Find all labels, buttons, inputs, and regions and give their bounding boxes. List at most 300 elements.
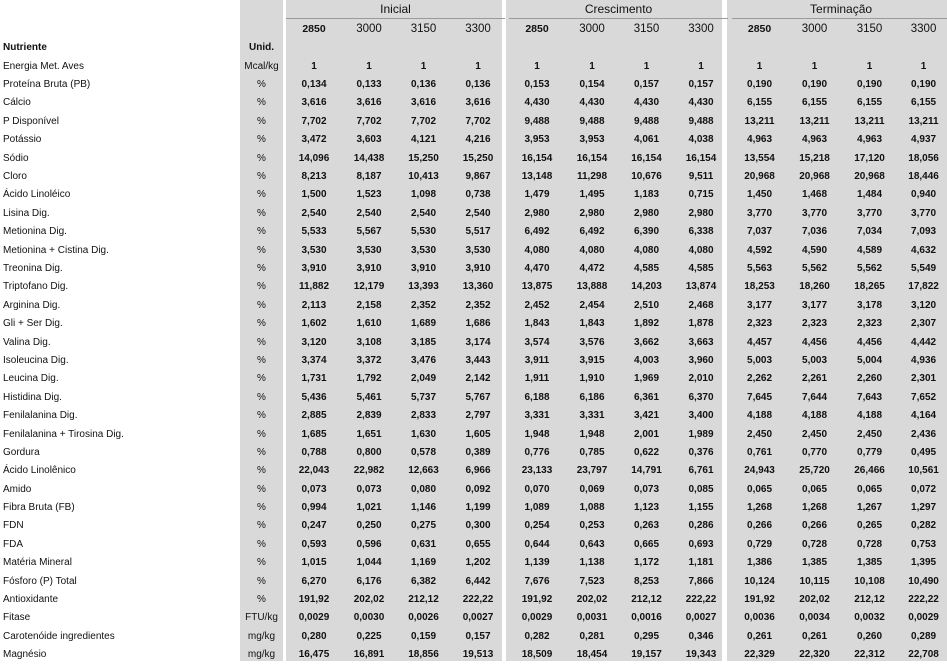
value-cell: 0,065: [747, 483, 773, 495]
value-cell: 3,603: [356, 134, 382, 146]
value-cell: 222,22: [685, 594, 717, 606]
value-cell: 16,475: [298, 649, 330, 661]
nutrient-name: P Disponível: [3, 115, 59, 127]
nutrient-name: Isoleucina Dig.: [3, 354, 69, 366]
value-cell: 23,133: [521, 465, 553, 477]
value-cell: 4,430: [524, 97, 550, 109]
value-cell: 191,92: [744, 594, 775, 606]
value-cell: 202,02: [799, 594, 830, 606]
value-cell: 1,146: [410, 502, 437, 514]
value-cell: 1,386: [747, 557, 773, 569]
value-cell: 0,070: [524, 483, 550, 495]
energy-level: 3300: [910, 22, 937, 35]
value-cell: 1,297: [911, 502, 937, 514]
value-cell: 0,729: [747, 538, 773, 550]
value-cell: 0,261: [747, 630, 773, 642]
value-cell: 18,856: [408, 649, 439, 661]
value-cell: 0,376: [688, 446, 714, 458]
table-row: [0, 296, 947, 314]
table-row: [0, 131, 947, 149]
value-cell: 0,080: [410, 483, 437, 495]
value-cell: 202,02: [353, 594, 385, 606]
value-cell: 1,892: [633, 318, 660, 330]
column-header-row: [0, 38, 947, 57]
value-cell: 1,651: [356, 428, 382, 440]
group-label-inicial: Inicial: [286, 0, 505, 19]
value-cell: 3,108: [356, 336, 382, 348]
value-cell: 7,702: [356, 115, 382, 127]
value-cell: 5,003: [747, 354, 773, 366]
value-cell: 0,254: [524, 520, 550, 532]
nutrient-unit: %: [257, 97, 266, 109]
value-cell: 1,969: [633, 373, 660, 385]
value-cell: 7,644: [802, 391, 828, 403]
value-cell: 3,663: [688, 336, 714, 348]
value-cell: 6,186: [579, 391, 605, 403]
value-cell: 6,966: [465, 465, 491, 477]
value-cell: 3,616: [465, 97, 491, 109]
value-cell: 0,134: [301, 79, 327, 91]
value-cell: 13,393: [408, 281, 439, 293]
table-row: [0, 425, 947, 443]
value-cell: 3,616: [356, 97, 382, 109]
value-cell: 2,540: [410, 207, 437, 219]
value-cell: 24,943: [744, 465, 775, 477]
value-cell: 0,265: [857, 520, 883, 532]
energy-level: 3300: [688, 22, 714, 35]
nutrient-unit: %: [257, 465, 266, 477]
nutrient-name: FDA: [3, 538, 23, 550]
value-cell: 1,202: [465, 557, 491, 569]
value-cell: 12,663: [408, 465, 439, 477]
value-cell: 11,298: [576, 171, 608, 183]
value-cell: 1,610: [356, 318, 382, 330]
value-cell: 0,0034: [799, 612, 830, 624]
value-cell: 7,702: [465, 115, 491, 127]
value-cell: 1,385: [802, 557, 828, 569]
value-cell: 1,089: [524, 502, 550, 514]
nutrient-unit: %: [257, 281, 266, 293]
value-cell: 3,476: [410, 354, 437, 366]
value-cell: 2,307: [911, 318, 937, 330]
value-cell: 15,250: [462, 152, 494, 164]
value-cell: 1,088: [579, 502, 605, 514]
value-cell: 0,133: [356, 79, 382, 91]
group-label-terminacao: Terminação: [732, 0, 947, 19]
nutrient-name: Magnésio: [3, 649, 47, 661]
value-cell: 3,400: [688, 410, 714, 422]
value-cell: 18,253: [744, 281, 775, 293]
value-cell: 0,788: [301, 446, 327, 458]
value-cell: 0,0027: [685, 612, 717, 624]
value-cell: 1: [811, 60, 818, 72]
value-cell: 0,596: [356, 538, 382, 550]
value-cell: 1,268: [802, 502, 828, 514]
value-cell: 0,260: [857, 630, 883, 642]
value-cell: 3,953: [579, 134, 605, 146]
value-cell: 26,466: [854, 465, 885, 477]
value-cell: 1,138: [579, 557, 605, 569]
table-row: [0, 75, 947, 93]
value-cell: 1: [475, 60, 481, 72]
value-cell: 1,910: [579, 373, 605, 385]
table-row: [0, 259, 947, 277]
value-cell: 0,665: [633, 538, 660, 550]
value-cell: 10,108: [854, 575, 885, 587]
value-cell: 6,155: [911, 97, 937, 109]
value-cell: 4,585: [688, 262, 714, 274]
nutrient-name: Ácido Linolênico: [3, 465, 76, 477]
value-cell: 3,443: [465, 354, 491, 366]
value-cell: 2,468: [688, 299, 714, 311]
value-cell: 4,188: [802, 410, 828, 422]
value-cell: 1,686: [465, 318, 491, 330]
value-cell: 2,158: [356, 299, 382, 311]
nutrient-unit: %: [257, 594, 266, 606]
nutrient-name: Potássio: [3, 134, 42, 146]
energy-level: 2850: [747, 22, 772, 35]
value-cell: 7,652: [911, 391, 937, 403]
nutrient-unit: %: [257, 79, 266, 91]
value-cell: 3,331: [524, 410, 550, 422]
value-cell: 0,069: [579, 483, 605, 495]
energy-level: 3300: [465, 22, 491, 35]
value-cell: 1,479: [524, 189, 550, 201]
value-cell: 1: [756, 60, 763, 72]
value-cell: 5,517: [465, 226, 491, 238]
value-cell: 6,390: [633, 226, 660, 238]
value-cell: 16,154: [685, 152, 717, 164]
value-cell: 0,190: [911, 79, 937, 91]
value-cell: 1,731: [301, 373, 327, 385]
group-header-row: [0, 0, 947, 19]
table-row: [0, 462, 947, 480]
value-cell: 14,791: [631, 465, 662, 477]
value-cell: 13,875: [521, 281, 553, 293]
value-cell: 4,061: [633, 134, 660, 146]
value-cell: 1,843: [579, 318, 605, 330]
nutrient-unit: %: [257, 428, 266, 440]
energy-level: 2850: [525, 22, 549, 35]
value-cell: 3,185: [410, 336, 437, 348]
energy-level: 3150: [410, 22, 437, 35]
value-cell: 0,190: [857, 79, 883, 91]
value-cell: 0,0036: [744, 612, 775, 624]
value-cell: 0,157: [633, 79, 660, 91]
value-cell: 0,263: [633, 520, 660, 532]
nutrient-name: Fitase: [3, 612, 31, 624]
value-cell: 0,247: [301, 520, 327, 532]
table-row: [0, 149, 947, 167]
value-cell: 18,056: [908, 152, 939, 164]
value-cell: 3,372: [356, 354, 382, 366]
value-cell: 13,211: [908, 115, 939, 127]
value-cell: 9,488: [633, 115, 660, 127]
value-cell: 0,073: [356, 483, 382, 495]
value-cell: 4,632: [911, 244, 937, 256]
value-cell: 1,155: [688, 502, 714, 514]
table-row: [0, 646, 947, 664]
value-cell: 2,323: [747, 318, 773, 330]
value-cell: 7,866: [688, 575, 714, 587]
nutrient-unit: mg/kg: [247, 630, 276, 642]
nutrient-unit: mg/kg: [247, 649, 276, 661]
value-cell: 2,001: [633, 428, 660, 440]
value-cell: 4,963: [857, 134, 883, 146]
value-cell: 222,22: [908, 594, 939, 606]
nutrient-name: Cloro: [3, 171, 27, 183]
value-cell: 1,199: [465, 502, 491, 514]
value-cell: 15,218: [799, 152, 830, 164]
nutrient-unit: %: [257, 373, 266, 385]
value-cell: 0,0029: [521, 612, 553, 624]
value-cell: 13,554: [744, 152, 775, 164]
value-cell: 19,157: [631, 649, 662, 661]
value-cell: 2,540: [301, 207, 327, 219]
value-cell: 2,980: [524, 207, 550, 219]
value-cell: 2,323: [802, 318, 828, 330]
value-cell: 20,968: [799, 171, 830, 183]
value-cell: 2,980: [688, 207, 714, 219]
energy-level: 3000: [801, 22, 828, 35]
value-cell: 4,430: [688, 97, 714, 109]
value-cell: 4,456: [857, 336, 883, 348]
value-cell: 212,12: [854, 594, 885, 606]
table-row: [0, 94, 947, 112]
value-cell: 9,488: [688, 115, 714, 127]
value-cell: 5,530: [410, 226, 437, 238]
value-cell: 5,767: [465, 391, 491, 403]
value-cell: 22,312: [854, 649, 885, 661]
value-cell: 3,331: [579, 410, 605, 422]
value-cell: 23,797: [576, 465, 608, 477]
nutrient-name: Arginina Dig.: [3, 299, 61, 311]
value-cell: 0,0030: [353, 612, 385, 624]
value-cell: 3,530: [301, 244, 327, 256]
table-row: [0, 554, 947, 572]
value-cell: 6,492: [524, 226, 550, 238]
value-cell: 3,421: [633, 410, 660, 422]
value-cell: 0,643: [579, 538, 605, 550]
value-cell: 4,592: [747, 244, 773, 256]
value-cell: 7,523: [579, 575, 605, 587]
value-cell: 14,438: [353, 152, 385, 164]
value-cell: 1: [866, 60, 873, 72]
value-cell: 3,770: [911, 207, 937, 219]
table-row: [0, 223, 947, 241]
nutrient-column-header: Nutriente: [3, 42, 47, 53]
value-cell: 0,253: [579, 520, 605, 532]
value-cell: 4,442: [911, 336, 937, 348]
table-row: [0, 167, 947, 185]
nutrient-name: Ácido Linoléico: [3, 189, 71, 201]
nutrient-name: Proteína Bruta (PB): [3, 79, 91, 91]
nutrient-name: Fenilalanina + Tirosina Dig.: [3, 428, 124, 440]
value-cell: 3,910: [356, 262, 382, 274]
value-cell: 0,389: [465, 446, 491, 458]
value-cell: 0,631: [410, 538, 437, 550]
value-cell: 2,301: [911, 373, 937, 385]
value-cell: 2,540: [356, 207, 382, 219]
value-cell: 1,267: [857, 502, 883, 514]
value-cell: 0,0026: [408, 612, 439, 624]
value-cell: 2,510: [633, 299, 660, 311]
value-cell: 1,689: [410, 318, 437, 330]
value-cell: 0,282: [911, 520, 937, 532]
value-cell: 6,176: [356, 575, 382, 587]
value-cell: 13,360: [462, 281, 494, 293]
value-cell: 6,155: [802, 97, 828, 109]
table-row: [0, 388, 947, 406]
table-row: [0, 498, 947, 516]
value-cell: 1,948: [524, 428, 550, 440]
value-cell: 5,461: [356, 391, 382, 403]
value-cell: 7,037: [747, 226, 773, 238]
value-cell: 2,352: [465, 299, 491, 311]
value-cell: 0,770: [802, 446, 828, 458]
value-cell: 10,115: [799, 575, 830, 587]
nutrient-unit: %: [257, 446, 266, 458]
value-cell: 5,533: [301, 226, 327, 238]
nutrient-name: Triptofano Dig.: [3, 281, 69, 293]
value-cell: 0,190: [802, 79, 828, 91]
value-cell: 0,655: [465, 538, 491, 550]
table-row: [0, 370, 947, 388]
energy-level: 3000: [356, 22, 382, 35]
value-cell: 3,770: [857, 207, 883, 219]
value-cell: 22,329: [744, 649, 775, 661]
table-row: [0, 406, 947, 424]
value-cell: 212,12: [631, 594, 662, 606]
value-cell: 22,320: [799, 649, 830, 661]
value-cell: 0,266: [747, 520, 773, 532]
nutrient-unit: %: [257, 318, 266, 330]
value-cell: 10,676: [631, 171, 662, 183]
value-cell: 1,948: [579, 428, 605, 440]
value-cell: 1,021: [356, 502, 382, 514]
value-cell: 1: [534, 60, 540, 72]
nutrient-unit: %: [257, 171, 266, 183]
nutrient-name: Fósforo (P) Total: [3, 575, 77, 587]
value-cell: 1,911: [524, 373, 550, 385]
value-cell: 1,602: [301, 318, 327, 330]
value-cell: 0,225: [356, 630, 382, 642]
nutrient-name: Treonina Dig.: [3, 262, 63, 274]
value-cell: 18,454: [576, 649, 608, 661]
value-cell: 7,676: [524, 575, 550, 587]
nutrient-unit: %: [257, 299, 266, 311]
value-cell: 2,450: [747, 428, 773, 440]
nutrient-unit: %: [257, 410, 266, 422]
value-cell: 4,472: [579, 262, 605, 274]
value-cell: 2,980: [579, 207, 605, 219]
value-cell: 3,616: [410, 97, 437, 109]
value-cell: 1,523: [356, 189, 382, 201]
value-cell: 6,370: [688, 391, 714, 403]
value-cell: 0,0032: [854, 612, 885, 624]
value-cell: 3,616: [301, 97, 327, 109]
value-cell: 17,822: [908, 281, 939, 293]
value-cell: 0,286: [688, 520, 714, 532]
value-cell: 3,960: [688, 354, 714, 366]
value-cell: 2,450: [802, 428, 828, 440]
value-cell: 5,004: [857, 354, 883, 366]
value-cell: 0,776: [524, 446, 550, 458]
value-cell: 5,562: [857, 262, 883, 274]
value-cell: 2,839: [356, 410, 382, 422]
nutrient-unit: FTU/kg: [245, 612, 278, 624]
nutrient-name: Antioxidante: [3, 594, 59, 606]
value-cell: 0,0027: [462, 612, 494, 624]
nutrient-unit: %: [257, 502, 266, 514]
value-cell: 0,073: [301, 483, 327, 495]
value-cell: 2,010: [688, 373, 714, 385]
nutrient-name: Lisina Dig.: [3, 207, 50, 219]
value-cell: 1,495: [579, 189, 605, 201]
table-row: [0, 535, 947, 553]
value-cell: 8,187: [356, 171, 382, 183]
table-row: [0, 627, 947, 645]
value-cell: 4,963: [747, 134, 773, 146]
value-cell: 6,155: [857, 97, 883, 109]
value-cell: 0,693: [688, 538, 714, 550]
value-cell: 4,963: [802, 134, 828, 146]
value-cell: 0,0029: [908, 612, 939, 624]
nutrient-unit: %: [257, 354, 266, 366]
value-cell: 10,413: [408, 171, 439, 183]
value-cell: 0,280: [301, 630, 327, 642]
nutrient-name: Sódio: [3, 152, 29, 164]
value-cell: 0,994: [301, 502, 327, 514]
value-cell: 1,500: [301, 189, 327, 201]
value-cell: 19,513: [462, 649, 494, 661]
value-cell: 15,250: [408, 152, 439, 164]
nutrient-name: Histidina Dig.: [3, 391, 62, 403]
value-cell: 13,211: [799, 115, 830, 127]
value-cell: 0,281: [579, 630, 605, 642]
value-cell: 0,300: [465, 520, 491, 532]
table-row: [0, 204, 947, 222]
value-cell: 2,980: [633, 207, 660, 219]
energy-level-row: [0, 19, 947, 39]
value-cell: 4,080: [524, 244, 550, 256]
value-cell: 1: [420, 60, 427, 72]
value-cell: 0,065: [857, 483, 883, 495]
value-cell: 1,172: [633, 557, 660, 569]
value-cell: 1: [920, 60, 927, 72]
value-cell: 3,530: [356, 244, 382, 256]
value-cell: 1,268: [747, 502, 773, 514]
value-cell: 0,728: [802, 538, 828, 550]
nutrient-name: Fenilalanina Dig.: [3, 410, 78, 422]
value-cell: 2,323: [857, 318, 883, 330]
value-cell: 7,093: [911, 226, 937, 238]
value-cell: 4,121: [410, 134, 437, 146]
value-cell: 0,578: [410, 446, 437, 458]
value-cell: 9,867: [465, 171, 491, 183]
value-cell: 3,770: [747, 207, 773, 219]
value-cell: 19,343: [685, 649, 717, 661]
value-cell: 7,036: [802, 226, 828, 238]
group-label-crescimento: Crescimento: [509, 0, 728, 19]
value-cell: 3,178: [857, 299, 883, 311]
value-cell: 2,452: [524, 299, 550, 311]
value-cell: 0,073: [633, 483, 660, 495]
value-cell: 14,096: [298, 152, 330, 164]
value-cell: 13,148: [521, 171, 553, 183]
value-cell: 0,153: [524, 79, 550, 91]
value-cell: 4,188: [747, 410, 773, 422]
